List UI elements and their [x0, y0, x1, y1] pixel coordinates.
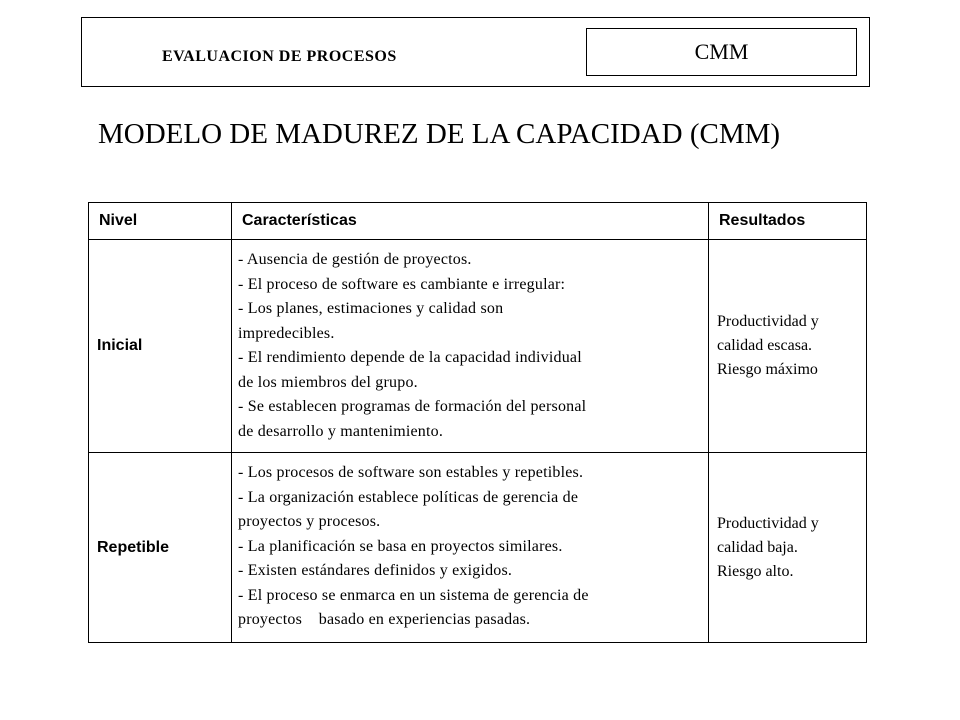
column-header-resultados: Resultados [709, 203, 867, 240]
table-header-row [89, 203, 867, 240]
results-cell [709, 240, 867, 453]
characteristic-line: proyectos basado en experiencias pasadas. [238, 611, 531, 628]
characteristic-line: - La planificación se basa en proyectos similares. [238, 537, 563, 555]
characteristic-line: - Los procesos de software son estables y repetibles. [238, 464, 584, 481]
page-title: MODELO DE MADUREZ DE LA CAPACIDAD (CMM) [98, 118, 781, 150]
result-line: Productividad y [717, 514, 819, 532]
level-cell: Repetible [89, 453, 232, 643]
characteristic-line: - El proceso se enmarca en un sistema de gerencia de [238, 586, 589, 604]
characteristic-line: - El rendimiento depende de la capacidad individual [238, 349, 582, 366]
characteristics-cell [232, 453, 709, 643]
characteristic-line: impredecibles. [238, 324, 335, 342]
characteristic-line: de los miembros del grupo. [238, 373, 418, 391]
results-cell [709, 453, 867, 643]
characteristic-line: - Existen estándares definidos y exigidos. [238, 562, 513, 579]
result-line: Riesgo máximo [717, 361, 818, 378]
characteristic-line: - Se establecen programas de formación del personal [238, 398, 587, 415]
level-cell: Inicial [89, 240, 232, 453]
characteristic-line: - El proceso de software es cambiante e irregular: [238, 275, 566, 293]
characteristic-line: de desarrollo y mantenimiento. [238, 422, 444, 440]
header-box [81, 17, 870, 87]
characteristic-line: proyectos y procesos. [238, 513, 381, 530]
result-line: calidad baja. [717, 538, 798, 556]
table-row-inicial [89, 240, 867, 453]
table-row-repetible [89, 453, 867, 643]
header-topic-box: CMM [586, 28, 857, 76]
characteristics-cell [232, 240, 709, 453]
column-header-caracteristicas: Características [232, 203, 709, 240]
cmm-levels-table [88, 202, 867, 643]
column-header-nivel: Nivel [89, 203, 232, 240]
characteristic-line: - Los planes, estimaciones y calidad son [238, 300, 504, 317]
result-line: calidad escasa. [717, 337, 813, 354]
characteristic-line: - Ausencia de gestión de proyectos. [238, 251, 472, 268]
header-section-label: EVALUACION DE PROCESOS [162, 48, 397, 65]
result-line: Riesgo alto. [717, 562, 794, 580]
result-line: Productividad y [717, 313, 819, 330]
characteristic-line: - La organización establece políticas de gerencia de [238, 488, 579, 506]
